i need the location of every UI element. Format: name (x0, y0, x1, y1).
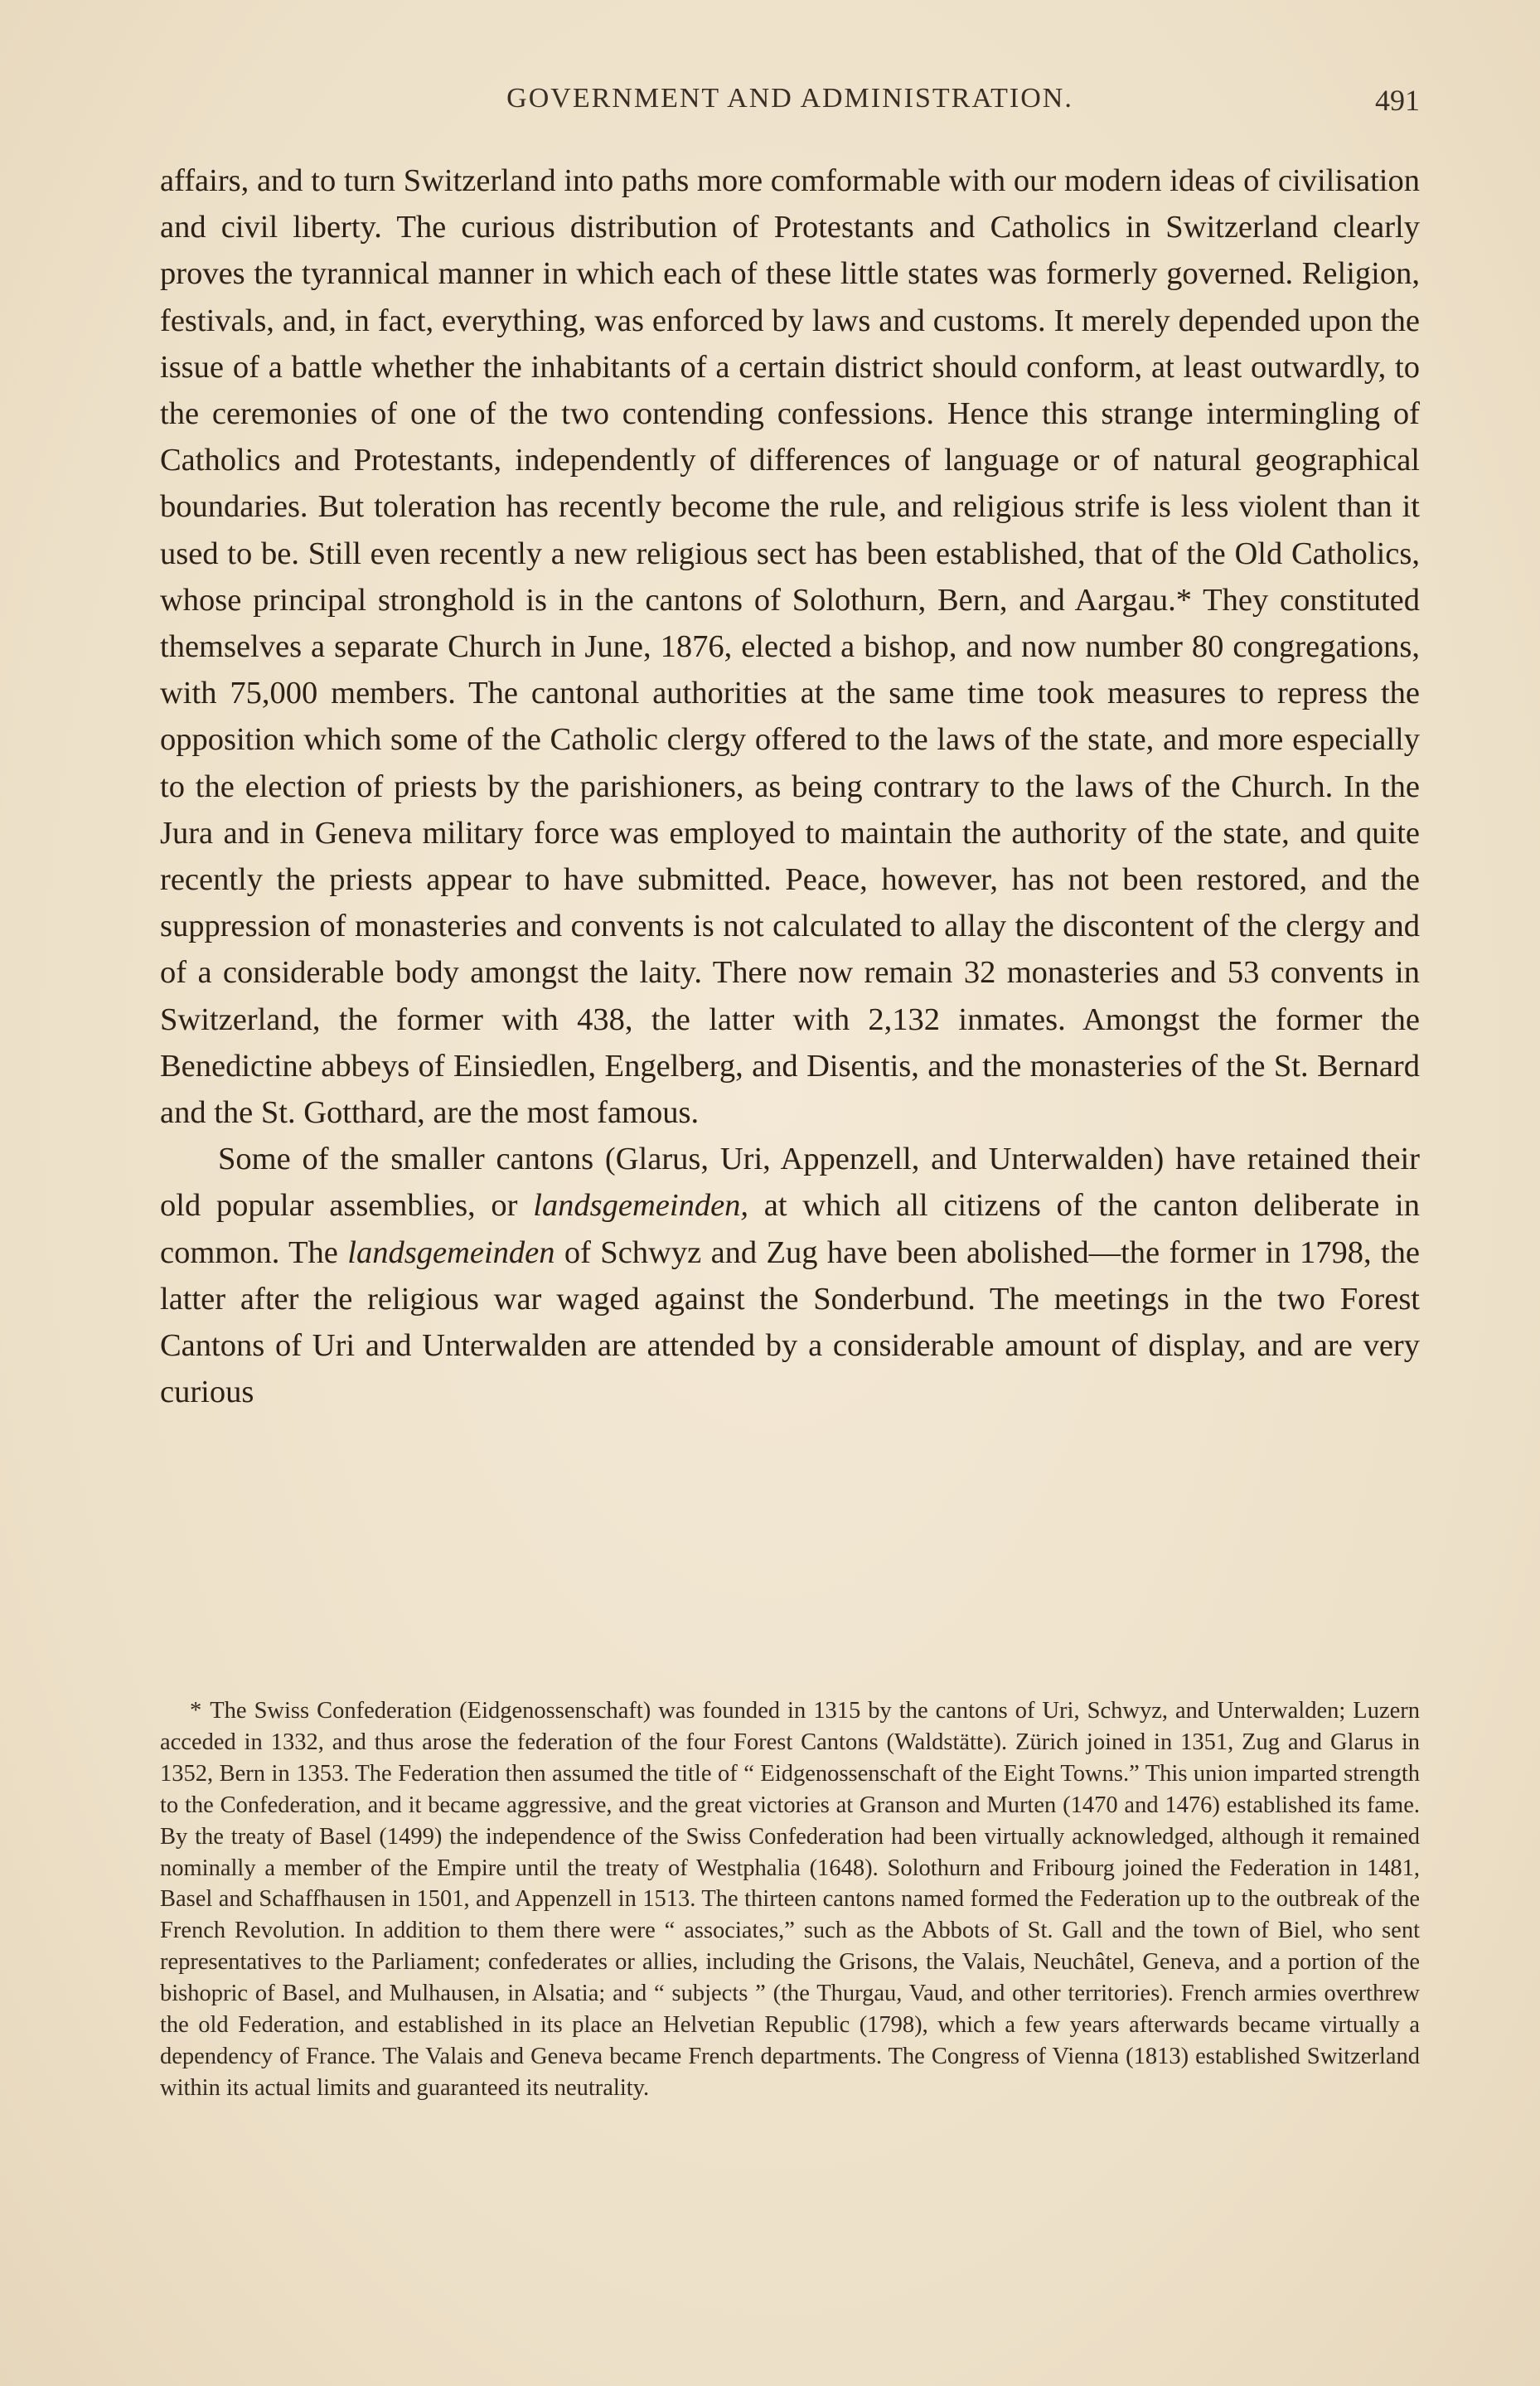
paragraph-2-part-b: at which all citizens of the canton deliberate in common. The (160, 1188, 1420, 1270)
footnote-marker: * (190, 1698, 202, 1724)
paragraph-2 (160, 1136, 1420, 1415)
footnote-text: The Swiss Confederation (Eidgenossenschaft) was founded in 1315 by the cantons of Uri, Schwyz, and Unterwalden; Luzern acceded in 1332, and thus arose the federation of the four Forest Cantons (Waldstätte). Zürich joined in 1351, Zug and Glarus in 1352, Bern in 1353. The Federation then assumed the title of “ Eidgenossenschaft of the Eight Towns.” This union imparted strength to the Confederation, and it became aggressive, and the great victories at Granson and Murten (1470 and 1476) established its fame. By the treaty of Basel (1499) the independence of the Swiss Confederation had been virtually acknowledged, although it remained nominally a member of the Empire until the treaty of Westphalia (1648). Solothurn and Fribourg joined the Federation in 1481, Basel and Schaffhausen in 1501, and Appenzell in 1513. The thirteen cantons named formed the Federation up to the outbreak of the French Revolution. In addition to them there were “ associates,” such as the Abbots of St. Gall and the town of Biel, who sent representatives to the Parliament; confederates or allies, including the Grisons, the Valais, Neuchâtel, Geneva, and a portion of the bishopric of Basel, and Mulhausen, in Alsatia; and “ subjects ” (the Thurgau, Vaud, and other territories). French armies overthrew the old Federation, and established in its place an Helvetian Republic (1798), which a few years afterwards became virtually a dependency of France. The Valais and Geneva became French departments. The Congress of Vienna (1813) established Switzerland within its actual limits and guaranteed its neutrality. (160, 1698, 1420, 2101)
paragraph-2-part-a: Some of the smaller cantons (Glarus, Uri, Appenzell, and Unterwalden) have retained their old popular assemblies, or (160, 1142, 1420, 1224)
body-text (160, 158, 1420, 1415)
paragraph-1 (160, 158, 1420, 1136)
paragraph-2-italic-2: landsgemeinden (347, 1234, 555, 1270)
footnote-1 (160, 1695, 1420, 2104)
paragraph-1-part-b: They constituted themselves a separate Church in June, 1876, elected a bishop, and now number 80 congregations, with 75,000 members. The cantonal authorities at the same time took measures to repress the opposition which some of the Catholic clergy offered to the laws of the state, and more especially to the election of priests by the parishioners, as being contrary to the laws of the Church. In the Jura and in Geneva military force was employed to maintain the authority of the state, and quite recently the priests appear to have submitted. Peace, however, has not been restored, and the suppression of monasteries and convents is not calculated to allay the discontent of the clergy and of a considerable body amongst the laity. There now remain 32 monasteries and 53 convents in Switzerland, the former with 438, the latter with 2,132 inmates. Amongst the former the Benedictine abbeys of Einsiedlen, Engelberg, and Disentis, and the monasteries of the St. Bernard and the St. Gotthard, are the most famous. (160, 582, 1420, 1131)
paragraph-2-italic-1: landsgemeinden, (533, 1188, 749, 1224)
paragraph-2-part-c: of Schwyz and Zug have been abolished—the former in 1798, the latter after the religious war waged against the Sonderbund. The meetings in the two Forest Cantons of Uri and Unterwalden are attended by a considerable amount of display, and are very curious (160, 1234, 1420, 1410)
footnotes (160, 1695, 1420, 2104)
running-head (160, 83, 1420, 133)
page-number: 491 (1375, 84, 1420, 117)
paragraph-1-part-a: affairs, and to turn Switzerland into paths more comformable with our modern ideas of civilisation and civil liberty. The curious distribution of Protestants and Catholics in Switzerland clearly proves the tyrannical manner in which each of these little states was formerly governed. Religion, festivals, and, in fact, everything, was enforced by laws and customs. It merely depended upon the issue of a battle whether the inhabitants of a certain district should conform, at least outwardly, to the ceremonies of one of the two contending confessions. Hence this strange intermingling of Catholics and Protestants, independently of differences of language or of natural geographical boundaries. But toleration has recently become the rule, and religious strife is less violent than it used to be. Still even recently a new religious sect has been established, that of the Old Catholics, whose principal stronghold is in the cantons of Solothurn, Bern, and Aargau.* (160, 163, 1420, 618)
running-title: GOVERNMENT AND ADMINISTRATION. (506, 83, 1073, 114)
